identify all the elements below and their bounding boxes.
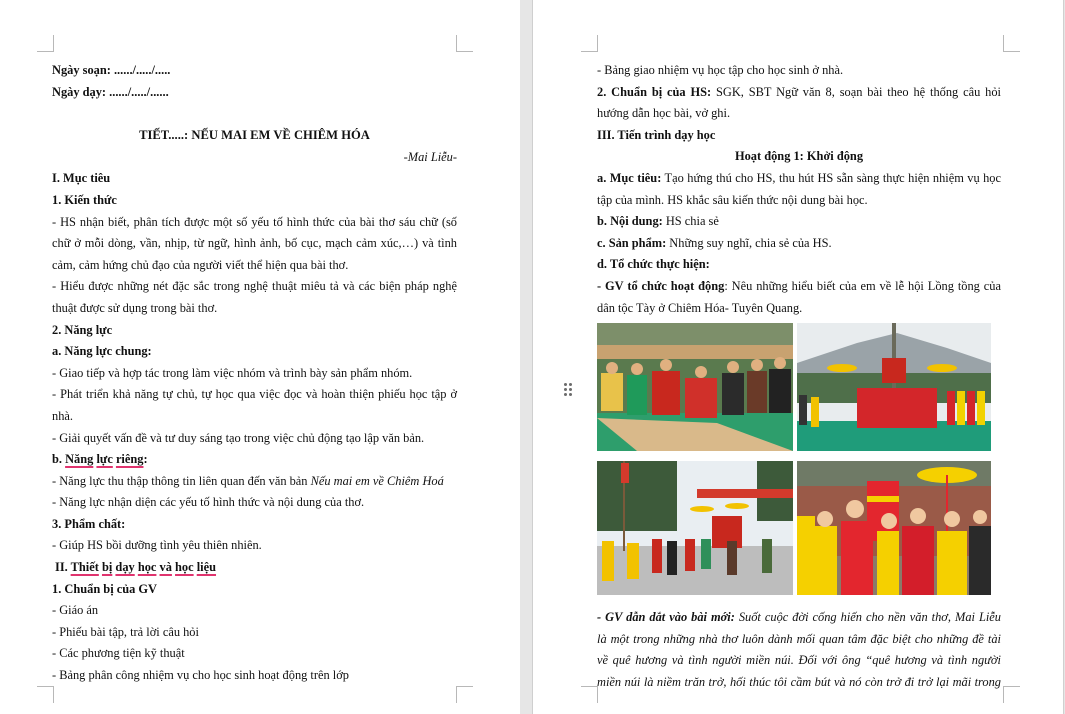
body-text: - Giải quyết vấn đề và tư duy sáng tạo trong việc chủ động tạo lập văn bản. xyxy=(52,430,425,445)
body-text-span: Suốt cuộc đời cống hiến cho nền văn thơ, Mai Liễu xyxy=(734,610,1001,625)
label-bold: a. Mục tiêu: xyxy=(597,170,662,185)
intro-line: về quê hương và tình người miền núi. Đối với ông “quê hương và tình người xyxy=(597,653,1001,668)
photo-street-procession[interactable] xyxy=(597,461,793,595)
body-text: - Giao tiếp và hợp tác trong làm việc nhóm và trình bày sản phẩm nhóm. xyxy=(52,365,413,380)
body-text: thuật được sử dụng trong bài thơ. xyxy=(52,300,218,315)
heading-general-competence: a. Năng lực chung: xyxy=(52,344,152,359)
body-text-span: HS chia sẻ xyxy=(662,214,719,229)
body-text-span: Những suy nghĩ, chia sẻ của HS. xyxy=(666,235,832,250)
photo-ceremony-seated[interactable] xyxy=(597,323,793,451)
body-text: dân tộc Tày ở Chiêm Hóa- Tuyên Quang. xyxy=(597,300,803,315)
body-text: tập của mình. HS khắc sâu kiến thức nội dung bài học. xyxy=(597,192,868,207)
content-line xyxy=(597,211,1001,233)
body-text: - Giúp HS bồi dưỡng tình yêu thiên nhiên. xyxy=(52,538,262,553)
body-text: - Phiếu bài tập, trả lời câu hỏi xyxy=(52,624,199,639)
heading-qualities: 3. Phẩm chất: xyxy=(52,516,126,531)
heading-implementation: d. Tổ chức thực hiện: xyxy=(597,257,710,272)
heading-process: III. Tiến trình dạy học xyxy=(597,127,716,142)
activity-title: Hoạt động 1: Khởi động xyxy=(734,149,864,164)
spellcheck-word[interactable]: bị xyxy=(101,560,113,575)
page-body[interactable] xyxy=(52,60,457,687)
spellcheck-word[interactable]: riêng xyxy=(115,452,144,467)
body-text: - Năng lực nhận diện các yếu tố hình thức và nội dung của thơ. xyxy=(52,495,365,510)
student-prep xyxy=(597,82,1001,104)
drag-handle-icon[interactable] xyxy=(564,383,572,397)
body-text xyxy=(52,471,457,493)
body-text: - Bảng phân công nhiệm vụ cho học sinh hoạt động trên lớp xyxy=(52,668,349,683)
heading-prefix: II. xyxy=(55,560,71,575)
lesson-title: TIẾT.....: NẾU MAI EM VỀ CHIÊM HÓA xyxy=(139,128,370,143)
margin-corner-mark xyxy=(37,686,54,703)
author-name: -Mai Liễu- xyxy=(403,149,457,164)
body-text: - Hiểu được những nét đặc sắc trong nghệ thuật miêu tả và các biện pháp nghệ xyxy=(52,279,457,294)
label-bold: c. Sản phẩm: xyxy=(597,235,667,250)
body-text: - Các phương tiện kỹ thuật xyxy=(52,646,185,661)
heading-objectives: I. Mục tiêu xyxy=(52,171,111,186)
product-line xyxy=(597,233,1001,255)
page-gap xyxy=(520,0,533,714)
spellcheck-word[interactable]: và xyxy=(159,560,172,575)
festival-photo-grid[interactable] xyxy=(597,323,1001,601)
photo-altar-mountain[interactable] xyxy=(797,323,991,451)
heading-competence: 2. Năng lực xyxy=(52,322,113,337)
spellcheck-word[interactable]: Năng xyxy=(65,452,94,467)
heading-knowledge: 1. Kiến thức xyxy=(52,192,117,207)
spellcheck-word[interactable]: Thiết xyxy=(70,560,99,575)
intro-line: là một trong những nhà thơ luôn dành mối quan tâm đặc biệt cho những đề tài xyxy=(597,631,1001,646)
margin-corner-mark xyxy=(456,35,473,52)
spellcheck-word[interactable]: học xyxy=(137,560,157,575)
photo-costumed-women[interactable] xyxy=(797,461,991,595)
intro-line xyxy=(597,607,1001,629)
body-text: nhà. xyxy=(52,408,73,423)
margin-corner-mark xyxy=(1003,35,1020,52)
body-text: - Phát triển khả năng tự chủ, tự học qua việc đọc và hoàn thiện phiếu học tập ở xyxy=(52,387,457,402)
heading-suffix: : xyxy=(143,452,148,467)
margin-corner-mark xyxy=(581,35,598,52)
task-line xyxy=(597,276,1001,298)
spellcheck-word[interactable]: liệu xyxy=(196,560,217,575)
document-page-left xyxy=(0,0,520,714)
body-text: cảm, cảm hứng chủ đạo của người viết thể hiện qua bài thơ. xyxy=(52,257,349,272)
document-page-right xyxy=(533,0,1064,714)
body-text-span: SGK, SBT Ngữ văn 8, soạn bài theo hệ thống câu hỏi xyxy=(711,84,1001,99)
label-bold: b. Nội dung: xyxy=(597,214,663,229)
objective-line xyxy=(597,168,1001,190)
date-taught: Ngày dạy: ....../...../...... xyxy=(52,84,169,99)
body-text-span: : Nêu những hiểu biết của em về lễ hội Lồng tồng của xyxy=(724,278,1001,293)
body-text: - HS nhận biết, phân tích được một số yếu tố hình thức của bài thơ sáu chữ (số xyxy=(52,214,457,229)
spellcheck-word[interactable]: lực xyxy=(96,452,113,467)
label-bold: 2. Chuẩn bị của HS: xyxy=(597,84,712,99)
heading-materials xyxy=(52,557,457,579)
spellcheck-word[interactable]: dạy xyxy=(115,560,135,575)
heading-specific-competence xyxy=(52,449,457,471)
body-text-span: Tạo hứng thú cho HS, thu hút HS sẵn sàng thực hiện nhiệm vụ học xyxy=(661,170,1001,185)
date-prepared: Ngày soạn: ....../...../..... xyxy=(52,63,171,77)
margin-corner-mark xyxy=(37,35,54,52)
margin-corner-mark xyxy=(1003,686,1020,703)
heading-prefix: b. xyxy=(52,452,66,467)
body-text-span: - Năng lực thu thập thông tin liên quan đến văn bản xyxy=(52,473,311,488)
intro-line: miền núi là niềm trăn trở, hối thúc tôi cầm bút và nó còn trở đi trở lại mãi trong xyxy=(597,674,1001,689)
page-body[interactable] xyxy=(597,60,1001,694)
body-text: - Bảng giao nhiệm vụ học tập cho học sinh ở nhà. xyxy=(597,63,844,77)
poem-title-italic: Nếu mai em về Chiêm Hoá xyxy=(310,473,444,488)
body-text: chữ ở mỗi dòng, vần, nhịp, từ ngữ, hình ảnh, bố cục, mạch cảm xúc,…) và tình xyxy=(52,236,457,251)
heading-teacher-prep: 1. Chuẩn bị của GV xyxy=(52,581,158,596)
margin-corner-mark xyxy=(456,686,473,703)
body-text: - Giáo án xyxy=(52,603,99,618)
label-bold-italic: - GV dẫn dắt vào bài mới: xyxy=(597,610,735,625)
margin-corner-mark xyxy=(581,686,598,703)
label-bold: - GV tổ chức hoạt động xyxy=(597,278,725,293)
spellcheck-word[interactable]: học xyxy=(175,560,194,575)
body-text: hướng dẫn học bài, vở ghi. xyxy=(597,106,731,121)
